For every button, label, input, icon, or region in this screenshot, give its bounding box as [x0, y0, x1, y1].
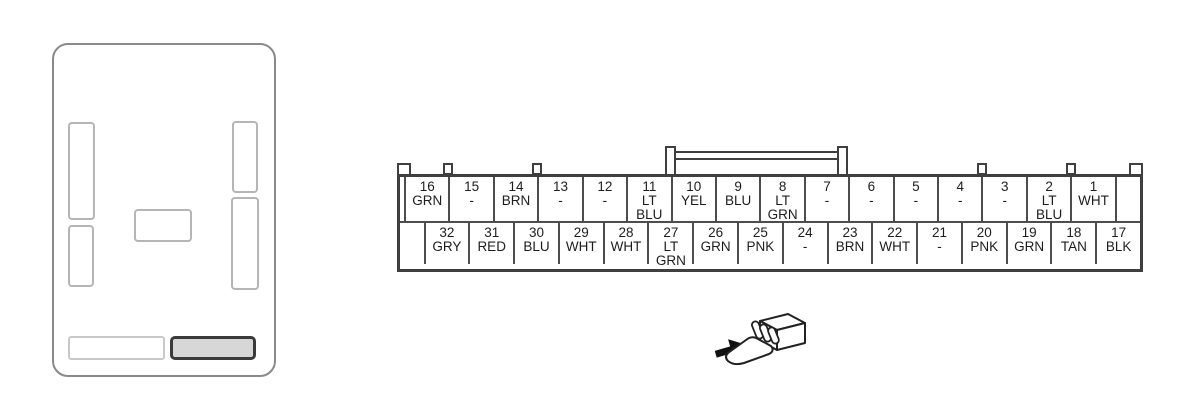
pin-wire-color: - [1002, 193, 1007, 208]
pin-wire-color: GRY [432, 239, 462, 254]
pin-number: 8 [778, 179, 787, 194]
pin-wire-color: WHT [610, 239, 642, 254]
pin-number: 23 [842, 225, 858, 240]
pin-cell-20 [963, 223, 1008, 264]
pin-number: 13 [552, 179, 568, 194]
pin-cell-2 [1028, 177, 1072, 221]
module-slot-right-tall [231, 197, 259, 290]
module-slot-left-tall [68, 122, 95, 220]
hand-connector-glyph [714, 309, 814, 369]
pin-wire-color: GRN [700, 239, 731, 254]
pin-cell-24 [784, 223, 829, 264]
pin-cell-17 [1097, 223, 1140, 264]
pin-wire-color: PNK [746, 239, 775, 254]
connector-drawing [397, 144, 1143, 272]
pin-number: 19 [1021, 225, 1037, 240]
pin-number: 15 [464, 179, 480, 194]
pin-wire-color: - [958, 193, 963, 208]
latch-post-right [837, 146, 848, 176]
latch-post-left [665, 146, 676, 176]
pin-wire-color: GRN [1014, 239, 1045, 254]
pin-cell-16 [404, 177, 450, 221]
pin-cell-25 [739, 223, 784, 264]
pin-cell-13 [539, 177, 583, 221]
pin-cell-21 [918, 223, 963, 264]
pin-wire-color: GRN [412, 193, 443, 208]
pin-cell-3 [983, 177, 1027, 221]
pin-wire-color: - [937, 239, 942, 254]
pin-cell-32 [426, 223, 471, 264]
pin-number: 6 [867, 179, 876, 194]
pin-number: 14 [508, 179, 524, 194]
pin-wire-color: - [558, 193, 563, 208]
pin-wire-color: LT BLU [636, 193, 663, 222]
pin-cell-7 [806, 177, 850, 221]
pin-number: 7 [823, 179, 831, 194]
pin-wire-color: PNK [970, 239, 999, 254]
pin-wire-color: TAN [1060, 239, 1087, 254]
pin-cell-1 [1072, 177, 1116, 221]
pin-number: 18 [1066, 225, 1082, 240]
pin-number: 22 [887, 225, 903, 240]
pin-cell-19 [1008, 223, 1053, 264]
pin-cell-12 [584, 177, 628, 221]
pin-number: 12 [597, 179, 613, 194]
pin-number: 27 [663, 225, 679, 240]
blank-cell-bottom-left [400, 223, 426, 264]
pin-number: 31 [484, 225, 500, 240]
pin-row-bottom [400, 223, 1140, 268]
pin-number: 9 [734, 179, 742, 194]
module-outline [52, 43, 276, 377]
pin-wire-color: YEL [680, 193, 707, 208]
pin-cell-11 [628, 177, 672, 221]
pin-wire-color: - [602, 193, 608, 208]
pin-number: 16 [419, 179, 435, 194]
pin-wire-color: LT GRN [767, 193, 798, 222]
pin-cell-31 [470, 223, 515, 264]
pin-cell-9 [717, 177, 761, 221]
pin-cell-30 [515, 223, 560, 264]
pin-number: 10 [686, 179, 702, 194]
module-slot-right-short [232, 121, 258, 193]
pin-cell-18 [1052, 223, 1097, 264]
pin-wire-color: WHT [1078, 193, 1109, 208]
pin-cell-5 [895, 177, 939, 221]
pin-number: 26 [708, 225, 724, 240]
pin-row-top [400, 177, 1140, 223]
module-slot-center [134, 209, 192, 242]
pin-number: 2 [1045, 179, 1053, 194]
module-slot-left-short [68, 225, 94, 287]
pin-wire-color: - [913, 193, 919, 208]
pin-number: 25 [752, 225, 768, 240]
pin-cell-26 [694, 223, 739, 264]
pin-number: 21 [932, 225, 948, 240]
pin-cell-27 [649, 223, 694, 268]
pin-number: 1 [1089, 179, 1098, 194]
pin-number: 11 [642, 179, 657, 194]
pin-cell-8 [761, 177, 805, 221]
highlighted-connector-slot [170, 336, 256, 360]
pin-number: 32 [439, 225, 455, 240]
pin-number: 3 [1000, 179, 1009, 194]
pin-cell-22 [873, 223, 918, 264]
pin-number: 5 [912, 179, 920, 194]
pin-wire-color: LT BLU [1035, 193, 1063, 222]
pin-wire-color: - [469, 193, 474, 208]
pin-cell-14 [495, 177, 539, 221]
pin-number: 24 [797, 225, 813, 240]
pin-cell-15 [450, 177, 494, 221]
pin-wire-color: BLU [523, 239, 550, 254]
pin-wire-color: BRN [835, 239, 865, 254]
connector-body [397, 174, 1143, 272]
pin-number: 4 [956, 179, 965, 194]
pin-cell-4 [939, 177, 983, 221]
pin-cell-28 [605, 223, 650, 264]
pin-cell-29 [560, 223, 605, 264]
pin-number: 28 [618, 225, 634, 240]
pin-cell-6 [850, 177, 894, 221]
pin-wire-color: BLK [1105, 239, 1132, 254]
pin-number: 17 [1111, 225, 1127, 240]
pin-wire-color: WHT [565, 239, 597, 254]
module-slot-bottom-left [68, 336, 165, 360]
pin-number: 30 [528, 225, 544, 240]
pin-cell-23 [829, 223, 874, 264]
pin-wire-color: - [824, 193, 830, 208]
pin-number: 29 [573, 225, 589, 240]
pin-wire-color: BRN [501, 193, 531, 208]
latch-bar [672, 151, 843, 160]
pin-wire-color: - [802, 239, 808, 254]
pin-cell-10 [673, 177, 717, 221]
blank-cell-top-right [1117, 177, 1140, 221]
pin-wire-color: WHT [879, 239, 911, 254]
pin-wire-color: RED [477, 239, 506, 254]
pin-wire-color: - [869, 193, 874, 208]
pin-wire-color: LT GRN [655, 239, 686, 268]
pin-wire-color: BLU [725, 193, 752, 208]
hand-holding-connector-icon [714, 309, 814, 369]
pin-number: 20 [976, 225, 992, 240]
